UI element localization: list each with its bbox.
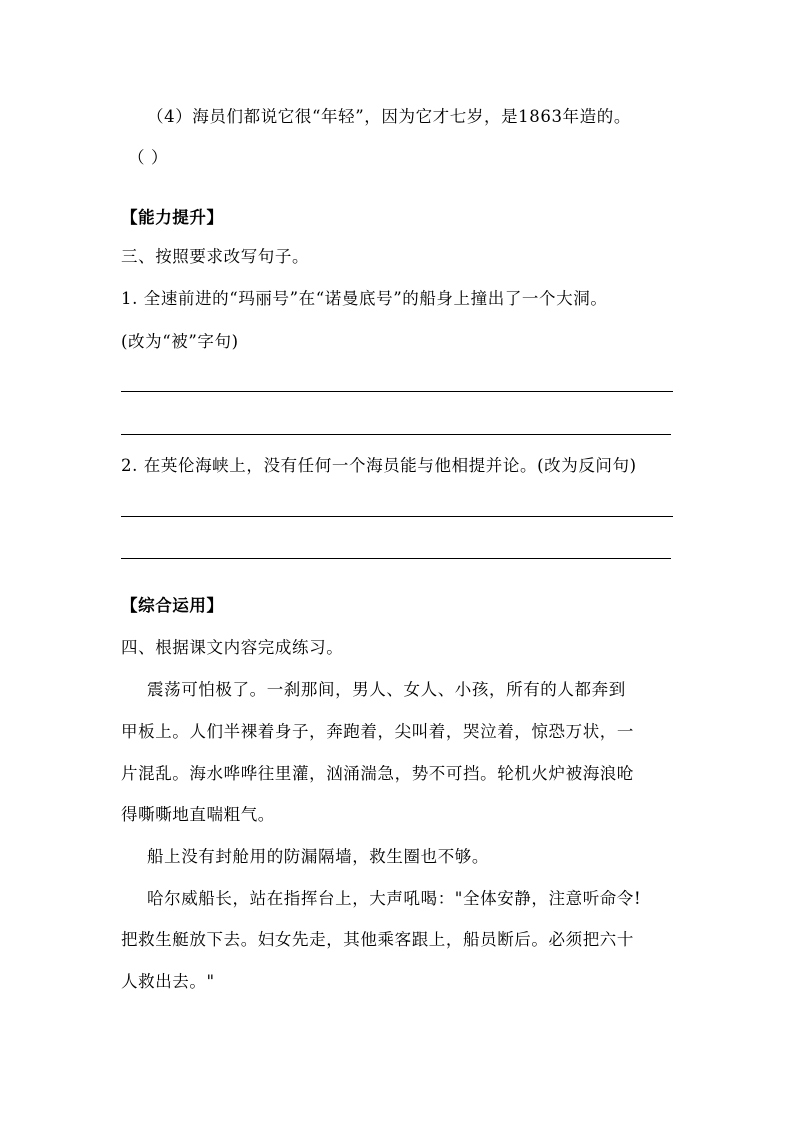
task-instruction-reading: 四、根据课文内容完成练习。 (121, 638, 344, 657)
task-instruction-rewrite: 三、按照要求改写句子。 (121, 247, 310, 266)
passage-paragraph-1-line-3: 片混乱。海水哗哗往里灌，汹涌湍急，势不可挡。轮机火炉被海浪呛 (121, 764, 634, 783)
section-heading-apply: 【综合运用】 (121, 596, 224, 615)
passage-paragraph-1-line-4: 得嘶嘶地直喘粗气。 (121, 805, 275, 824)
passage-paragraph-3-line-3: 人救出去。" (121, 972, 215, 991)
section-heading-ability: 【能力提升】 (121, 208, 224, 227)
answer-parentheses: （ ） (128, 148, 169, 167)
question-2-text: 2. 在英伦海峡上，没有任何一个海员能与他相提并论。(改为反问句) (121, 456, 637, 475)
passage-paragraph-1-line-2: 甲板上。人们半裸着身子，奔跑着，尖叫着，哭泣着，惊恐万状，一 (121, 722, 634, 741)
passage-paragraph-2: 船上没有封舱用的防漏隔墙，救生圈也不够。 (147, 847, 489, 866)
question-4-text: （4）海员们都说它很“年轻”，因为它才七岁，是1863年造的。 (147, 107, 631, 126)
passage-paragraph-3-line-1: 哈尔威船长，站在指挥台上，大声吼喝："全体安静，注意听命令! (147, 889, 642, 908)
answer-line-1b[interactable] (121, 434, 671, 435)
passage-paragraph-3-line-2: 把救生艇放下去。妇女先走，其他乘客跟上，船员断后。必须把六十 (121, 930, 634, 949)
question-1-instruction: (改为“被”字句) (121, 332, 239, 351)
answer-line-2a[interactable] (121, 516, 673, 517)
passage-paragraph-1-line-1: 震荡可怕极了。一刹那间，男人、女人、小孩，所有的人都奔到 (147, 680, 626, 699)
answer-line-1a[interactable] (121, 391, 673, 392)
answer-line-2b[interactable] (121, 558, 671, 559)
question-1-text: 1. 全速前进的“玛丽号”在“诺曼底号”的船身上撞出了一个大洞。 (121, 289, 608, 308)
